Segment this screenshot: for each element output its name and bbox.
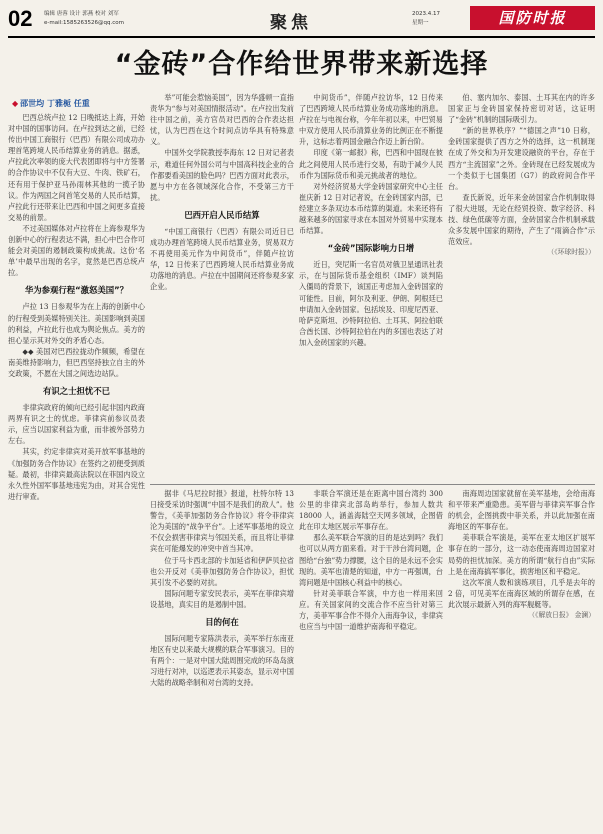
paragraph: 不过美国媒体对卢拉将在上海参观华为创新中心的行程表达不满，担心中巴合作可能会对美国的遏制政策构成挑战。这份‘名单’中最早出现的名字，竟然是巴西总统卢拉。 <box>8 223 145 278</box>
paragraph: 南海周边国家就留在美军基地，会给南海和平带来严重隐患。美军借与菲律宾军事合作的机会，企图挑拨中菲关系，并以此加强在南海地区的军事存在。 <box>448 489 595 532</box>
paragraph: 对外经济贸易大学金砖国家研究中心主任崔庆新 12 日对记者说，在金砖国家内部，已经建立多条双边本币结算的渠道。未来还将有越来越多的国家寻求在本国对外贸易中实现本币结算。 <box>299 181 443 236</box>
article-column-4-lower <box>448 488 595 824</box>
paragraph: 那么美军联合军演的目的是达到吗？我们也可以从两方面来看。对于干涉台湾问题，企图给“台独”势力撑腰，这个目的是永远不会实现的。美军也清楚的知道，中方一再强调，台湾问题是中国核心利益中的核心。 <box>299 533 443 587</box>
subheading: 巴西开启人民币结算 <box>184 209 260 220</box>
paragraph: 查氏新说，近年来金砖国家合作机制取得了很大进展，无论在经贸投资、数字经济、科技、绿色低碳等方面，金砖国家合作机制承载众多发展中国家的期待，产生了“雨滴合作”示范效应。 <box>448 192 595 247</box>
paragraph: 非联合军演还是在距离中国台湾约 300 公里的非律宾北部岛屿举行，参加人数共 18000 人，涵盖海陆空天网多领域，企图借此在印太地区展示军事存在。 <box>299 489 443 532</box>
article-column-2-lower <box>150 488 294 824</box>
article-column-1 <box>8 112 145 824</box>
paragraph: 美菲联合军演是，美军在亚太地区扩展军事存在的一部分，这一动态使南海周边国家对局势的担忧加深。美方的所谓“航行自由”实际上是在南海搞军事化，损害地区和平稳定。 <box>448 533 595 576</box>
article-column-3 <box>299 92 443 480</box>
paragraph: 中国外交学院教授李海东 12 日对记者表示，难道任何外国公司与中国高科技企业的合作都要看美国的脸色吗？巴西方面对此表示，愿与中方在各领域深化合作，不受第三方干扰。 <box>150 148 294 202</box>
editor-credits <box>44 10 174 28</box>
article-headline: “金砖”合作给世界带来新选择 <box>114 49 489 80</box>
page-header <box>8 6 595 36</box>
section-divider <box>150 484 595 485</box>
paragraph: ◆◆ 美国对巴西拉拢动作频频，希望在南美维持影响力，但巴西坚持独立自主的外交政策，不愿在大国之间选边站队。 <box>8 346 145 378</box>
header-rule <box>8 36 595 38</box>
article-column-2 <box>150 92 294 480</box>
newspaper-masthead: 国防时报 <box>470 6 595 30</box>
paragraph: 国际问题专家陈洪表示，美军举行东南亚地区有史以来最大规模的联合军事演习。目的有两个：一是对中国大陆周围完成的环岛岛演习进行对冲，以巡逻表示其姿态，显示对中国大陆的战略牵制和对台湾的支持。 <box>150 634 294 688</box>
paragraph: 印度《第一邮报》称，巴西和中国现在彼此之间使用人民币进行交易，有助于减少人民币作为国际货币和美元挑战者的地位。 <box>299 148 443 180</box>
paragraph: 举”可能会惹恼美国”，因为华盛顿一直指责华为“参与对美国情报活动”。在卢拉出发前往中国之前，美方官员对巴西的合作表达担忧，认为巴西在这个时间点访华具有特殊意义。 <box>150 93 294 147</box>
paragraph: “新的世界秩序？”“德国之声”10 日称，金砖国家提供了西方之外的选择，这一机制现在成了外交和为开发建设融资的平台，存在于西方“主流国家”之外。金砖现在已经发展成为一个类似于七国集团（G7）的政府间合作平台。 <box>448 126 595 191</box>
subheading: “金砖”国际影响力日增 <box>327 243 415 254</box>
paragraph: 针对美菲联合军演，中方也一样用来回应。有关国家间的交流合作不应当针对第三方，美菲军事合作不得介入南海争议，非律宾也应当与中国一道维护南海和平稳定。 <box>299 588 443 632</box>
paragraph: 据非《马尼拉时报》报道，杜特尔特 13 日接受采访时强调“中国不是我们的敌人”。他警告，《美菲加强防务合作协议》将令菲律宾沦为美国的“战争平台”。上述军事基地的设立不仅会损害菲律宾与邻国关系，而且将让菲律宾在可能爆发的冲突中首当其冲。 <box>150 489 294 554</box>
source-note: （《环球时报》） <box>547 248 595 257</box>
paragraph: 巴西总统卢拉 12 日晚抵达上海，开始对中国的国事访问。在卢拉到达之前，已经传出中国工商银行（巴西）有限公司成功办理首笔跨境人民币结算业务的消息。据悉，卢拉此次率领的庞大代表团即将与中方签署的合作协议中不仅有大豆、牛肉、铁矿石，还有用于保护亚马孙雨林其他的一揽子协议。作为两国之间首笔交易的人民币结算，卢拉此行还带来让巴西和中国之间更多直接交易的前景。 <box>8 113 145 222</box>
byline-authors: 邵世均 丁雅栀 任重 <box>20 99 90 108</box>
paragraph: 中间货币”，伴随卢拉访华，12 日传来了巴西跨境人民币结算业务成功落地的消息。卢拉在与电视台称，今年年初以来，中巴贸易中双方使用人民币清算业务的比例正在不断提升，这标志着两国金融合作迈上新台阶。 <box>299 93 443 147</box>
paragraph: 非律宾政府的倾向已经引起非国内政商两界有识之士的忧虑。菲律宾前参议员表示，应当以国家利益为重，而非被外部势力左右。 <box>8 403 145 446</box>
date-box <box>412 10 440 28</box>
paragraph: 这次军演人数和演练项目，几乎是去年的 2 倍，可见美军在南海区域的所谓存在感，在此次展示最新入列的海军舰艇等。 <box>448 577 595 609</box>
article-byline <box>12 98 90 109</box>
paragraph: 其实，约定非律宾对美开放军事基地的《加强防务合作协议》在签约之初便受到质疑。最初，非律宾最高法院以在菲国内设立永久性外国军事基地违宪为由，对其合宪性进行审查。 <box>8 447 145 501</box>
article-column-4 <box>448 92 595 480</box>
editor-email: e-mail:1585263526@qq.com <box>44 20 124 26</box>
subheading: 华为参观行程“激怒美国”？ <box>24 285 129 296</box>
byline-bullet-icon: ◆ <box>12 99 19 108</box>
paragraph: 卢拉 13 日参观华为在上海的创新中心的行程受到美媒特别关注。美国影响到美国的利益，卢拉此行也成为舆论焦点。美方的担心显示其对外交的矛盾心态。 <box>8 302 145 345</box>
date: 2023.4.17 <box>412 11 440 17</box>
editor-line: 编辑 唐蓉 设计 郭燕 校对 刘军 <box>44 11 119 17</box>
weekday: 星期一 <box>412 20 429 26</box>
subheading: 目的何在 <box>205 617 239 628</box>
paragraph: “中国工商银行（巴西）有限公司近日已成功办理首笔跨境人民币结算业务，贸易双方不再使用美元作为中间货币”，伴随卢拉访华，12 日传来了巴西跨境人民币结算业务成功落地的消息。卢拉在中国期间还将参观多家企业。 <box>150 226 294 292</box>
source-note: （《解放日报》 金澜） <box>528 611 595 620</box>
paragraph: 位于马卡西北部的卡加延省和伊萨贝拉省也公开反对《美菲加强防务合作协议》，担忧其引发不必要的对抗。 <box>150 555 294 587</box>
section-title: 聚焦 <box>270 13 312 33</box>
page-number: 02 <box>8 6 33 31</box>
article-column-3-lower <box>299 488 443 824</box>
paragraph: 近日，突尼斯一名官员对俄卫星通讯社表示，在与国际货币基金组织（IMF）谈判陷入僵局的背景下，该国正考虑加入金砖国家的可能性。目前，阿尔及利亚、伊朗、阿根廷已申请加入金砖国家。包括埃及、印度尼西亚、哈萨克斯坦、沙特阿拉伯、土耳其、阿拉伯联合酋长国、沙特阿拉伯在内的多国也表达了对加入金砖国家的兴趣。 <box>299 260 443 347</box>
paragraph: 伯、塞内加尔、泰国、土耳其在内的许多国家正与金砖国家保持密切对话，这证明了“金砖”机制的国际吸引力。 <box>448 93 595 125</box>
paragraph: 国际问题专家安民表示，美军在菲律宾增设基地，真实目的是遏制中国。 <box>150 588 294 609</box>
subheading: 有识之士担忧不已 <box>43 386 110 397</box>
